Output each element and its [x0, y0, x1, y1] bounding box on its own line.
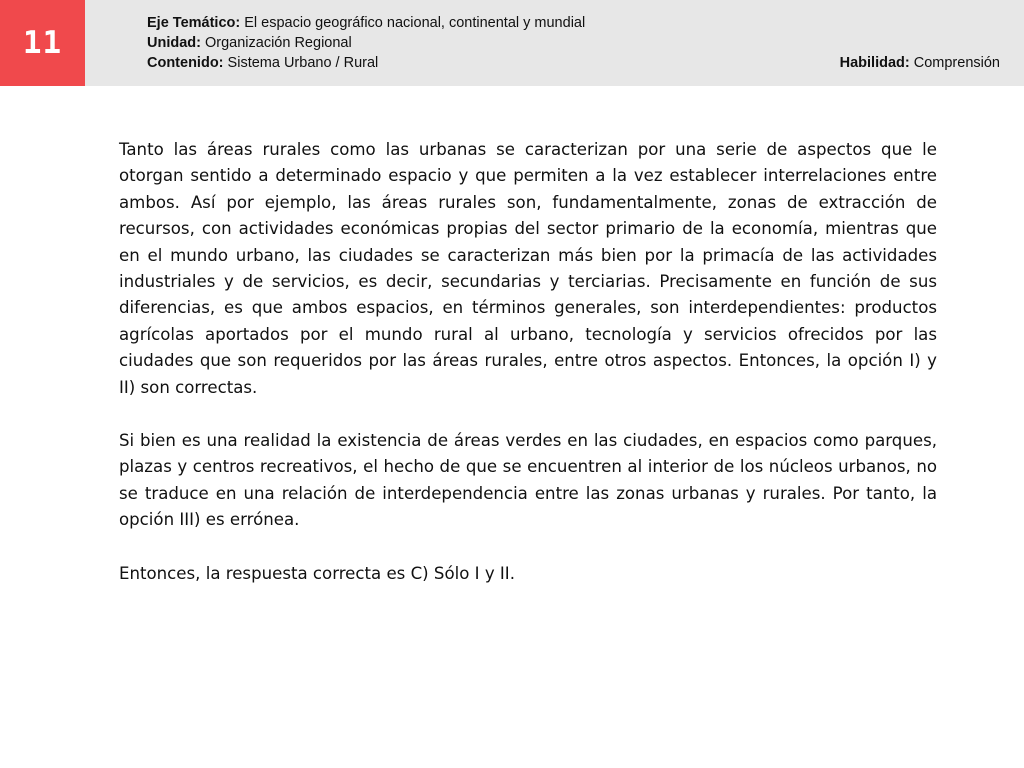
- question-number-badge: [0, 0, 85, 86]
- question-number: 11: [22, 25, 63, 61]
- contenido-line: [147, 53, 585, 73]
- explanation-paragraph-2: Si bien es una realidad la existencia de áreas verdes en las ciudades, en espacios como parques, plazas y centros recreativos, el hecho de que se encuentren al interior de los núcleos urbanos, no se traduce en una relación de interdependencia entre las zonas urbanas y rurales. Por tanto, la opción III) es errónea.: [119, 431, 937, 530]
- header-meta: [147, 13, 585, 73]
- unidad-value: Organización Regional: [205, 35, 352, 51]
- habilidad-line: [840, 53, 1000, 73]
- eje-tematico-line: [147, 13, 585, 33]
- unidad-label: Unidad:: [147, 35, 201, 51]
- eje-tematico-value: El espacio geográfico nacional, continental y mundial: [244, 15, 586, 31]
- habilidad-label: Habilidad:: [839, 55, 910, 71]
- eje-tematico-label: Eje Temático:: [147, 15, 241, 31]
- unidad-line: [147, 33, 585, 53]
- correct-answer-paragraph: Entonces, la respuesta correcta es C) Sólo I y II.: [119, 563, 515, 583]
- contenido-label: Contenido:: [147, 55, 224, 71]
- explanation-paragraph-1: Tanto las áreas rurales como las urbanas se caracterizan por una serie de aspectos que le otorgan sentido a determinado espacio y que permiten a la vez establecer interrelaciones entre ambos. Así por ejemplo, las áreas rurales son, fundamentalmente, zonas de extracción de recursos, con actividades económicas propias del sector primario de la economía, mientras que en el mundo urbano, las ciudades se caracterizan más bien por la primacía de las actividades industriales y de servicios, es decir, secundarias y terciarias. Precisamente en función de sus diferencias, es que ambos espacios, en términos generales, son interdependientes: productos agrícolas aportados por el mundo rural al urbano, tecnología y servicios ofrecidos por las ciudades que son requeridos por las áreas rurales, entre otros aspectos. Entonces, la opción I) y II) son correctas.: [119, 140, 937, 397]
- habilidad-value: Comprensión: [913, 55, 1000, 71]
- header-bar: [0, 0, 1024, 86]
- answer-explanation: [119, 137, 937, 614]
- contenido-value: Sistema Urbano / Rural: [227, 55, 379, 71]
